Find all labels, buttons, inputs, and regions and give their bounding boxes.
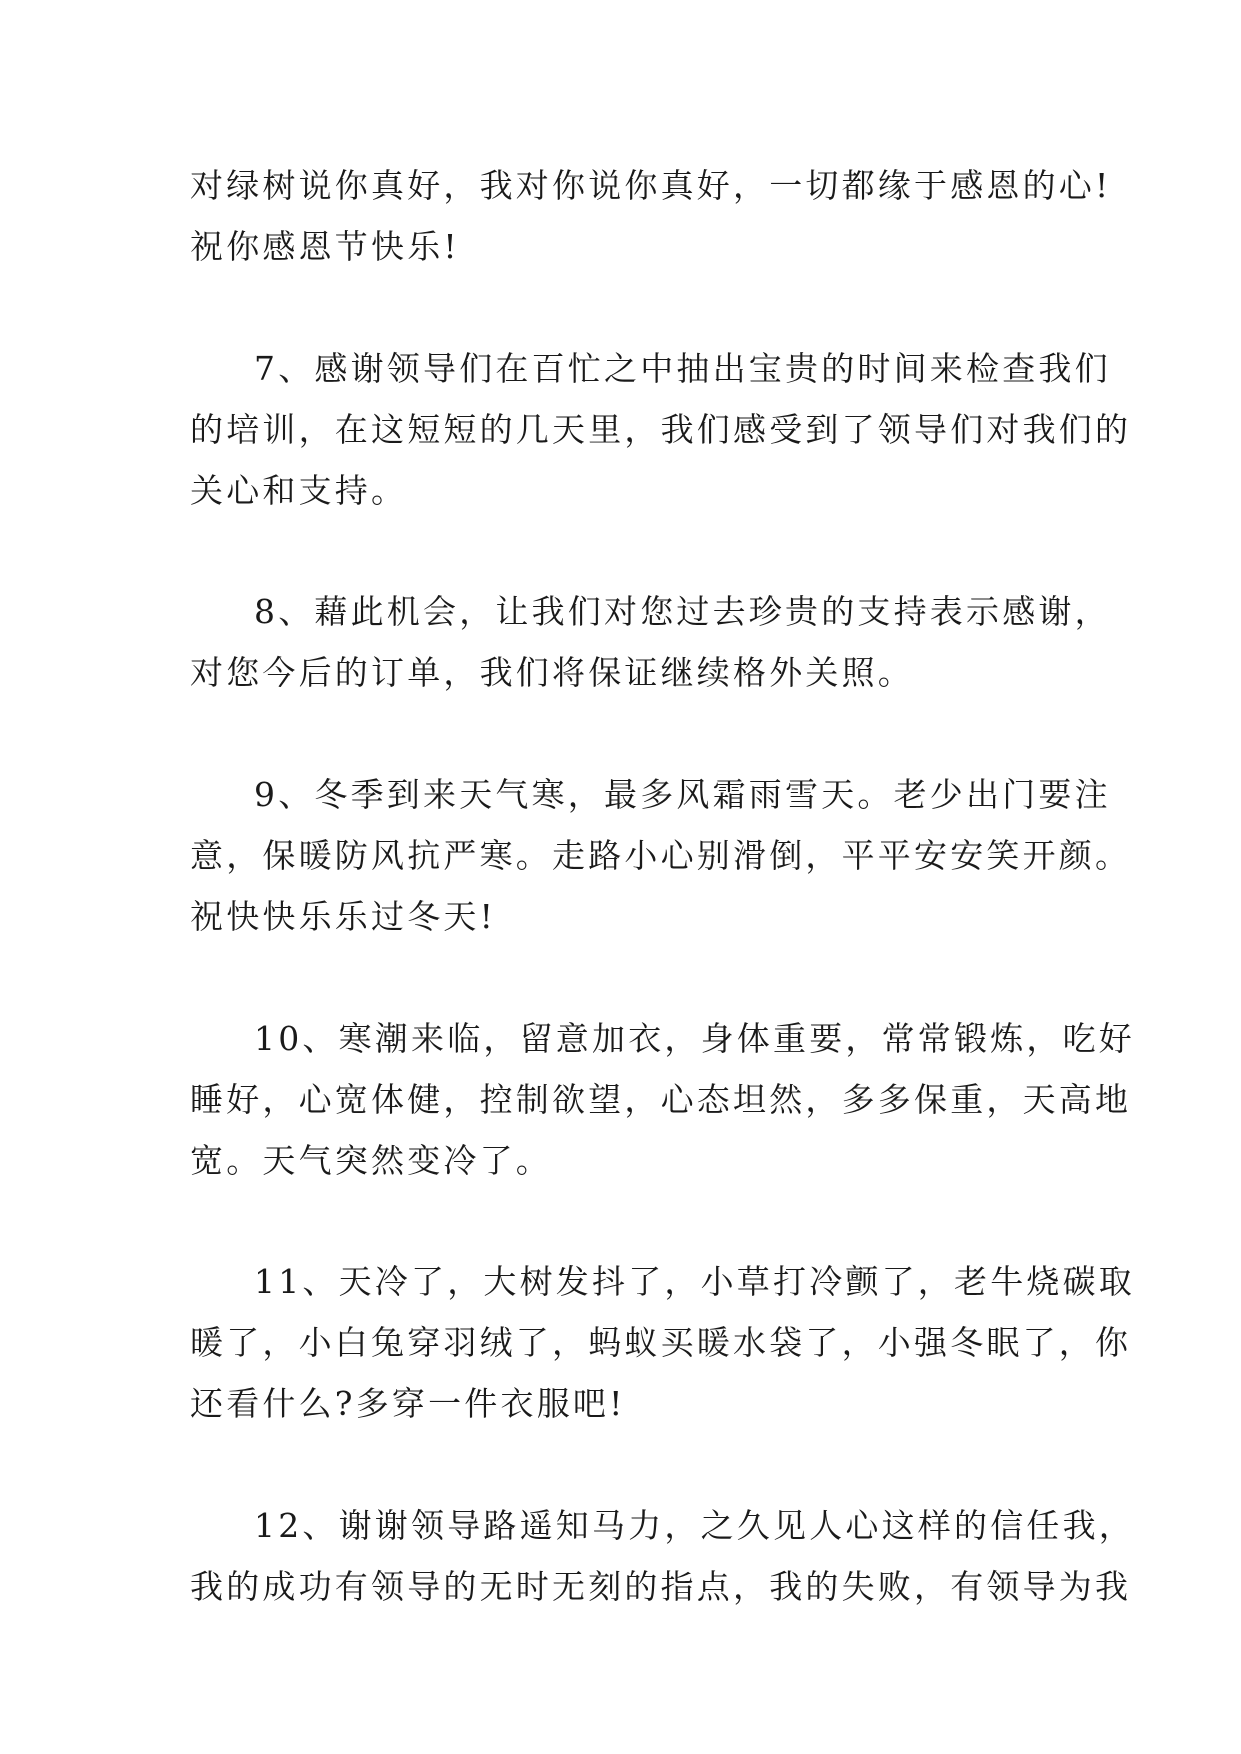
text-line: 关心和支持。 xyxy=(190,471,408,510)
text-line: 祝快快乐乐过冬天! xyxy=(190,897,497,936)
text-line: 8、藉此机会，让我们对您过去珍贵的支持表示感谢， xyxy=(254,592,1111,631)
text-line: 暖了，小白兔穿羽绒了，蚂蚁买暖水袋了，小强冬眠了，你 xyxy=(190,1323,1132,1362)
text-line: 睡好，心宽体健，控制欲望，心态坦然，多多保重，天高地 xyxy=(190,1080,1132,1119)
text-line: 9、冬季到来天气寒，最多风霜雨雪天。老少出门要注 xyxy=(254,775,1111,814)
text-line: 宽。天气突然变冷了。 xyxy=(190,1141,552,1180)
text-line: 10、寒潮来临，留意加衣，身体重要，常常锻炼，吃好 xyxy=(254,1019,1135,1058)
text-line: 的培训，在这短短的几天里，我们感受到了领导们对我们的 xyxy=(190,410,1132,449)
text-line: 还看什么?多穿一件衣服吧! xyxy=(190,1384,626,1423)
text-line: 12、谢谢领导路遥知马力，之久见人心这样的信任我， xyxy=(254,1506,1135,1545)
text-line: 11、天冷了，大树发抖了，小草打冷颤了，老牛烧碳取 xyxy=(254,1262,1135,1301)
text-line: 我的成功有领导的无时无刻的指点，我的失败，有领导为我 xyxy=(190,1567,1132,1606)
text-line: 对绿树说你真好，我对你说你真好，一切都缘于感恩的心! xyxy=(190,166,1112,205)
text-line: 意，保暖防风抗严寒。走路小心别滑倒，平平安安笑开颜。 xyxy=(190,836,1132,875)
text-line: 对您今后的订单，我们将保证继续格外关照。 xyxy=(190,653,914,692)
text-line: 祝你感恩节快乐! xyxy=(190,227,460,266)
text-line: 7、感谢领导们在百忙之中抽出宝贵的时间来检查我们 xyxy=(254,349,1111,388)
